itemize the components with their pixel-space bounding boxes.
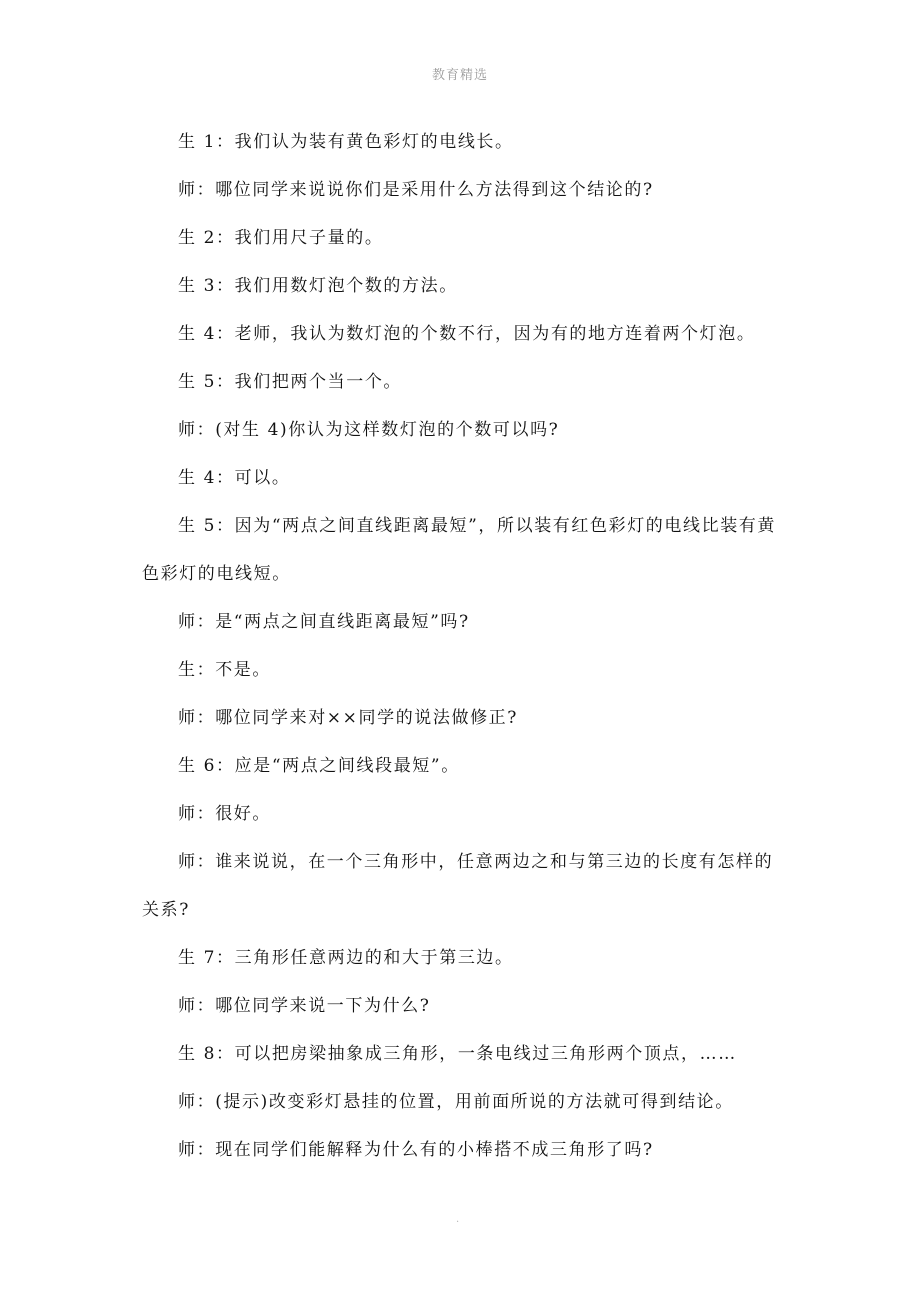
document-body xyxy=(142,118,782,1174)
page-footer-mark: . xyxy=(456,1214,460,1225)
page-header: 教育精选 xyxy=(431,68,488,83)
paragraph: 生 6：应是“两点之间线段最短”。 xyxy=(178,756,460,776)
paragraph: 生：不是。 xyxy=(178,660,271,680)
paragraph: 生 3：我们用数灯泡个数的方法。 xyxy=(178,276,458,296)
paragraph: 生 5：我们把两个当一个。 xyxy=(178,372,403,392)
paragraph: 师：哪位同学来对××同学的说法做修正? xyxy=(178,708,519,728)
paragraph: 师：谁来说说，在一个三角形中，任意两边之和与第三边的长度有怎样的关系? xyxy=(142,852,774,920)
paragraph: 生 5：因为“两点之间直线距离最短”，所以装有红色彩灯的电线比装有黄色彩灯的电线短。 xyxy=(142,516,776,584)
paragraph: 师：是“两点之间直线距离最短”吗? xyxy=(178,612,470,632)
paragraph: 师：现在同学们能解释为什么有的小棒搭不成三角形了吗? xyxy=(178,1140,654,1160)
paragraph: 生 4：老师，我认为数灯泡的个数不行，因为有的地方连着两个灯泡。 xyxy=(178,324,756,344)
paragraph: 师：哪位同学来说一下为什么? xyxy=(178,996,431,1016)
paragraph: 生 8：可以把房梁抽象成三角形，一条电线过三角形两个顶点，…… xyxy=(178,1044,737,1064)
paragraph: 师：哪位同学来说说你们是采用什么方法得到这个结论的? xyxy=(178,180,654,200)
paragraph: 生 4：可以。 xyxy=(178,468,291,488)
paragraph: 师：(提示)改变彩灯悬挂的位置，用前面所说的方法就可得到结论。 xyxy=(178,1092,734,1112)
paragraph: 生 2：我们用尺子量的。 xyxy=(178,228,384,248)
paragraph: 师：很好。 xyxy=(178,804,271,824)
paragraph: 师：(对生 4)你认为这样数灯泡的个数可以吗? xyxy=(178,420,560,440)
paragraph: 生 1：我们认为装有黄色彩灯的电线长。 xyxy=(178,132,514,152)
paragraph: 生 7：三角形任意两边的和大于第三边。 xyxy=(178,948,514,968)
